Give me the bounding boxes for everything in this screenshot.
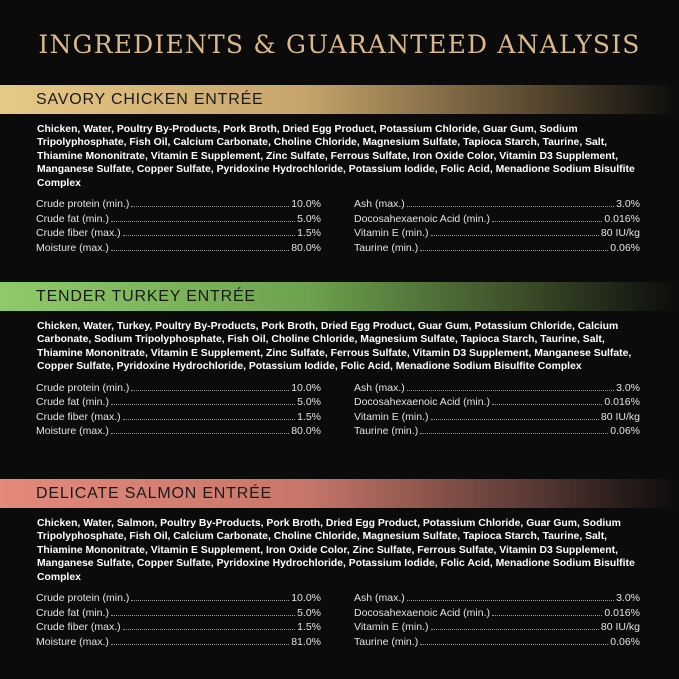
analysis-label: Docosahexaenoic Acid (min.) [354,396,490,409]
analysis-label: Crude fat (min.) [36,212,109,225]
leader-dots [111,644,289,645]
leader-dots [111,433,289,434]
analysis-value: 3.0% [616,198,640,211]
leader-dots [420,433,608,434]
analysis-value: 80 IU/kg [600,227,640,240]
leader-dots [492,404,602,405]
analysis-row [354,607,640,622]
analysis-label: Vitamin E (min.) [354,621,429,634]
leader-dots [111,615,295,616]
analysis-row [36,636,321,651]
analysis-value: 3.0% [616,381,640,394]
leader-dots [131,206,289,207]
leader-dots [431,629,599,630]
analysis-label: Ash (max.) [354,381,405,394]
analysis-row [36,382,321,397]
analysis-label: Taurine (min.) [354,241,419,254]
analysis-value: 3.0% [616,592,640,605]
analysis-row [354,227,640,242]
analysis-row [354,213,640,228]
analysis-label: Crude fiber (max.) [36,621,121,634]
analysis-value: 10.0% [291,592,321,605]
analysis-row [354,382,640,397]
product-name-banner: DELICATE SALMON ENTRÉE [0,479,679,508]
analysis-column-right [354,382,640,440]
analysis-value: 10.0% [291,381,321,394]
analysis-row [36,607,321,622]
analysis-label: Moisture (max.) [36,635,109,648]
analysis-column-left [36,198,321,256]
analysis-label: Crude protein (min.) [36,592,130,605]
leader-dots [431,235,599,236]
analysis-value: 80.0% [291,241,321,254]
analysis-row [354,396,640,411]
analysis-row [36,425,321,440]
ingredients-text: Chicken, Water, Poultry By-Products, Pork Broth, Dried Egg Product, Potassium Chloride, Guar Gum, Sodium Tripolyphosphate, Fish Oil, Calcium Carbonate, Choline Chloride, Magnesium Sulfate, Tapioca Starch, Taurine, Salt, Thiamine Mononitrate, Vitamin E Supplement, Zinc Sulfate, Ferrous Sulfate, Iron Oxide Color, Vitamin D3 Supplement, Manganese Sulfate, Copper Sulfate, Pyridoxine Hydrochloride, Potassium Iodide, Folic Acid, Menadione Sodium Bisulfite Complex [37,124,635,189]
analysis-label: Ash (max.) [354,198,405,211]
analysis-value: 1.5% [297,410,321,423]
analysis-column-left [36,592,321,650]
analysis-column-left [36,382,321,440]
analysis-column-right [354,592,640,650]
analysis-row [354,621,640,636]
analysis-row [354,592,640,607]
analysis-label: Crude fiber (max.) [36,410,121,423]
leader-dots [492,615,602,616]
analysis-row [354,425,640,440]
leader-dots [123,629,295,630]
analysis-value: 80 IU/kg [600,621,640,634]
ingredients-text: Chicken, Water, Salmon, Poultry By-Products, Pork Broth, Dried Egg Product, Potassium Chloride, Guar Gum, Sodium Tripolyphosphate, Fish Oil, Calcium Carbonate, Choline Chloride, Magnesium Sulfate, Tapioca Starch, Taurine, Salt, Thiamine Mononitrate, Vitamin E Supplement, Iron Oxide Color, Zinc Sulfate, Ferrous Sulfate, Vitamin D3 Supplement, Manganese Sulfate, Copper Sulfate, Pyridoxine Hydrochloride, Potassium Iodide, Folic Acid, Menadione Sodium Bisulfite Complex [37,518,635,583]
analysis-label: Crude protein (min.) [36,381,130,394]
analysis-row [354,242,640,257]
analysis-value: 5.0% [297,606,321,619]
analysis-label: Docosahexaenoic Acid (min.) [354,606,490,619]
analysis-row [36,592,321,607]
analysis-value: 0.06% [610,635,640,648]
analysis-row [354,636,640,651]
analysis-label: Ash (max.) [354,592,405,605]
analysis-label: Crude fat (min.) [36,396,109,409]
leader-dots [431,419,599,420]
analysis-column-right [354,198,640,256]
analysis-value: 1.5% [297,227,321,240]
analysis-label: Docosahexaenoic Acid (min.) [354,212,490,225]
analysis-label: Vitamin E (min.) [354,227,429,240]
analysis-value: 80.0% [291,425,321,438]
analysis-value: 0.06% [610,425,640,438]
guaranteed-analysis [0,198,679,256]
analysis-label: Moisture (max.) [36,425,109,438]
analysis-label: Crude fiber (max.) [36,227,121,240]
analysis-value: 0.06% [610,241,640,254]
analysis-label: Taurine (min.) [354,425,419,438]
page-title: INGREDIENTS & GUARANTEED ANALYSIS [38,30,641,59]
analysis-row [36,411,321,426]
analysis-value: 0.016% [604,396,640,409]
analysis-value: 81.0% [291,635,321,648]
analysis-label: Crude protein (min.) [36,198,130,211]
leader-dots [123,235,295,236]
analysis-value: 1.5% [297,621,321,634]
product-section-turkey [0,282,679,440]
ingredients-text: Chicken, Water, Turkey, Poultry By-Products, Pork Broth, Dried Egg Product, Guar Gum, Potassium Chloride, Calcium Carbonate, Sodium Tripolyphosphate, Fish Oil, Choline Chloride, Magnesium Sulfate, Tapioca Starch, Taurine, Salt, Thiamine Mononitrate, Vitamin E Supplement, Zinc Sulfate, Ferrous Sulfate, Vitamin D3 Supplement, Manganese Sulfate, Copper Sulfate, Pyridoxine Hydrochloride, Potassium Iodide, Folic Acid, Menadione Sodium Bisulfite Complex [37,321,632,373]
leader-dots [123,419,295,420]
leader-dots [111,250,289,251]
leader-dots [492,221,602,222]
analysis-label: Crude fat (min.) [36,606,109,619]
analysis-label: Vitamin E (min.) [354,410,429,423]
analysis-row [36,396,321,411]
analysis-row [36,198,321,213]
analysis-value: 80 IU/kg [600,410,640,423]
analysis-row [36,213,321,228]
analysis-row [36,621,321,636]
leader-dots [111,404,295,405]
analysis-value: 5.0% [297,212,321,225]
leader-dots [407,206,614,207]
analysis-value: 10.0% [291,198,321,211]
analysis-label: Taurine (min.) [354,635,419,648]
analysis-value: 0.016% [604,606,640,619]
leader-dots [407,600,614,601]
analysis-value: 0.016% [604,212,640,225]
leader-dots [407,390,614,391]
leader-dots [111,221,295,222]
analysis-row [354,198,640,213]
leader-dots [420,644,608,645]
leader-dots [131,390,289,391]
analysis-row [36,242,321,257]
analysis-label: Moisture (max.) [36,241,109,254]
guaranteed-analysis [0,592,679,650]
analysis-row [36,227,321,242]
analysis-value: 5.0% [297,396,321,409]
product-name-banner: TENDER TURKEY ENTRÉE [0,282,679,311]
product-name-banner: SAVORY CHICKEN ENTRÉE [0,85,679,114]
leader-dots [420,250,608,251]
guaranteed-analysis [0,382,679,440]
product-section-chicken [0,85,679,256]
product-section-salmon [0,479,679,650]
analysis-row [354,411,640,426]
leader-dots [131,600,289,601]
